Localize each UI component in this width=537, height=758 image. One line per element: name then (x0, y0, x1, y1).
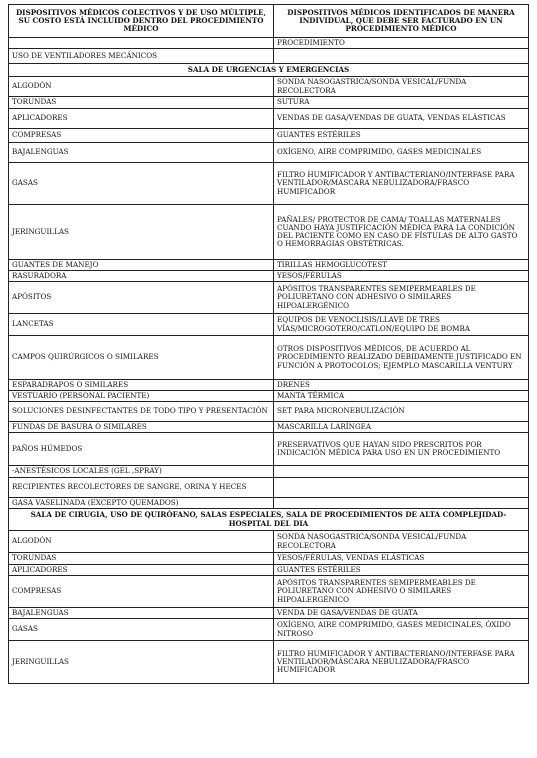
individual-device-cell: MANTA TÉRMICA (274, 391, 529, 402)
table-row (9, 282, 529, 314)
table-row (9, 565, 529, 576)
individual-device-cell: TIRILLAS HEMOGLUCOTEST (274, 260, 529, 271)
individual-device-cell (274, 49, 529, 64)
table-row (9, 163, 529, 205)
section-row (9, 64, 529, 77)
table-row (9, 97, 529, 109)
individual-device-cell: SET PARA MICRONEBULIZACIÓN (274, 402, 529, 422)
individual-device-cell: OTROS DISPOSITIVOS MÉDICOS, DE ACUERDO AL PROCEDIMIENTO REALIZADO DEBIDAMENTE JUSTIFICADO EN FUNCIÓN A PROTOCOLOS; EJEMPLO MASCARILLA VENTURY (274, 336, 529, 380)
table-row (9, 143, 529, 163)
table-row (9, 129, 529, 143)
individual-device-cell: FILTRO HUMIFICADOR Y ANTIBACTERIANO/INTERFASE PARA VENTILADOR/MÁSCARA NEBULIZADORA/FRASCO HUMIFICADOR (274, 163, 529, 205)
individual-device-cell: EQUIPOS DE VENOCLISIS/LLAVE DE TRES VÍAS/MICROGOTERO/CATLON/EQUIPO DE BOMBA (274, 314, 529, 336)
individual-device-cell: FILTRO HUMIFICADOR Y ANTIBACTERIANO/INTERFASE PARA VENTILADOR/MÁSCARA NEBULIZADORA/FRASCO HUMIFICADOR (274, 641, 529, 684)
collective-device-cell: VESTUARIO (PERSONAL PACIENTE) (9, 391, 274, 402)
table-row (9, 109, 529, 129)
table-row (9, 77, 529, 97)
header-left: DISPOSITIVOS MÉDICOS COLECTIVOS Y DE USO MÚLTIPLE, SU COSTO ESTÁ INCLUIDO DENTRO DEL PROCEDIMIENTO MÉDICO (9, 5, 274, 38)
section-title: SALA DE URGENCIAS Y EMERGENCIAS (9, 64, 529, 77)
table-row (9, 314, 529, 336)
collective-device-cell: JERINGUILLAS (9, 641, 274, 684)
individual-device-cell: GUANTES ESTÉRILES (274, 565, 529, 576)
collective-device-cell: SOLUCIONES DESINFECTANTES DE TODO TIPO Y PRESENTACIÓN (9, 402, 274, 422)
header-right: DISPOSITIVOS MÉDICOS IDENTIFICADOS DE MANERA INDIVIDUAL, QUE DEBE SER FACTURADO EN UN PROCEDIMIENTO MÉDICO (274, 5, 529, 38)
table-row (9, 553, 529, 565)
table-row (9, 466, 529, 478)
individual-device-cell: YESOS/FÉRULAS (274, 271, 529, 282)
table-row (9, 271, 529, 282)
section-row (9, 509, 529, 531)
individual-device-cell: OXÍGENO, AIRE COMPRIMIDO, GASES MEDICINALES (274, 143, 529, 163)
collective-device-cell (9, 38, 274, 49)
collective-device-cell: GASAS (9, 163, 274, 205)
table-row (9, 38, 529, 49)
collective-device-cell: JERINGUILLAS (9, 205, 274, 260)
collective-device-cell: CAMPOS QUIRÚRGICOS O SIMILARES (9, 336, 274, 380)
section-title: SALA DE CIRUGIA, USO DE QUIRÓFANO, SALAS ESPECIALES, SALA DE PROCEDIMIENTOS DE ALTA COMPLEJIDAD-HOSPITAL DEL DIA (9, 509, 529, 531)
table-row (9, 531, 529, 553)
individual-device-cell: APÓSITOS TRANSPARENTES SEMIPERMEABLES DE POLIURETANO CON ADHESIVO O SIMILARES HIPOALERGÉNICO (274, 576, 529, 608)
individual-device-cell: VENDAS DE GASA/VENDAS DE GUATA, VENDAS ELÁSTICAS (274, 109, 529, 129)
device-table (8, 4, 529, 684)
table-row (9, 498, 529, 509)
individual-device-cell: PROCEDIMIENTO (274, 38, 529, 49)
individual-device-cell: SONDA NASOGASTRICA/SONDA VESICAL/FUNDA RECOLECTORA (274, 77, 529, 97)
collective-device-cell: LANCETAS (9, 314, 274, 336)
individual-device-cell: PAÑALES/ PROTECTOR DE CAMA/ TOALLAS MATERNALES CUANDO HAYA JUSTIFICACIÓN MÉDICA PARA LA CONDICIÓN DEL PACIENTE COMO EN CASO DE FÍSTULAS DE ALTO GASTO O HEMORRAGIAS OBSTÉTRICAS. (274, 205, 529, 260)
collective-device-cell: -ANESTÉSICOS LOCALES (GEL ,SPRAY) (9, 466, 274, 478)
collective-device-cell: ALGODÓN (9, 531, 274, 553)
collective-device-cell: COMPRESAS (9, 576, 274, 608)
table-row (9, 478, 529, 498)
individual-device-cell: YESOS/FÉRULAS, VENDAS ELÁSTICAS (274, 553, 529, 565)
collective-device-cell: BAJALENGUAS (9, 143, 274, 163)
table-row (9, 402, 529, 422)
individual-device-cell: MASCARILLA LARÍNGEA (274, 422, 529, 433)
collective-device-cell: ESPARADRAPOS O SIMILARES (9, 380, 274, 391)
collective-device-cell: ALGODÓN (9, 77, 274, 97)
table-row (9, 205, 529, 260)
table-row (9, 422, 529, 433)
collective-device-cell: TORUNDAS (9, 97, 274, 109)
collective-device-cell: PAÑOS HÚMEDOS (9, 433, 274, 466)
individual-device-cell: OXÍGENO, AIRE COMPRIMIDO, GASES MEDICINALES, ÓXIDO NITROSO (274, 619, 529, 641)
collective-device-cell: RECIPIENTES RECOLECTORES DE SANGRE, ORINA Y HECES (9, 478, 274, 498)
table-row (9, 433, 529, 466)
individual-device-cell (274, 466, 529, 478)
collective-device-cell: GUANTES DE MANEJO (9, 260, 274, 271)
individual-device-cell: VENDA DE GASA/VENDAS DE GUATA (274, 608, 529, 619)
header-row (9, 5, 529, 38)
collective-device-cell: GASAS (9, 619, 274, 641)
individual-device-cell: GUANTES ESTÉRILES (274, 129, 529, 143)
table-row (9, 49, 529, 64)
collective-device-cell: APLICADORES (9, 109, 274, 129)
individual-device-cell (274, 498, 529, 509)
individual-device-cell: SONDA NASOGASTRICA/SONDA VESICAL/FUNDA RECOLECTORA (274, 531, 529, 553)
table-body (9, 38, 529, 684)
table-row (9, 391, 529, 402)
table-row (9, 336, 529, 380)
collective-device-cell: COMPRESAS (9, 129, 274, 143)
individual-device-cell: PRESERVATIVOS QUE HAYAN SIDO PRESCRITOS POR INDICACIÓN MÉDICA PARA USO EN UN PROCEDIMIENTO (274, 433, 529, 466)
table-row (9, 619, 529, 641)
collective-device-cell: APÓSITOS (9, 282, 274, 314)
individual-device-cell: SUTURA (274, 97, 529, 109)
collective-device-cell: USO DE VENTILADORES MECÁNICOS (9, 49, 274, 64)
collective-device-cell: RASURADORA (9, 271, 274, 282)
collective-device-cell: TORUNDAS (9, 553, 274, 565)
collective-device-cell: APLICADORES (9, 565, 274, 576)
individual-device-cell: APÓSITOS TRANSPARENTES SEMIPERMEABLES DE POLIURETANO CON ADHESIVO O SIMILARES HIPOALERGÉNICO (274, 282, 529, 314)
collective-device-cell: FUNDAS DE BASURA O SIMILARES (9, 422, 274, 433)
individual-device-cell (274, 478, 529, 498)
collective-device-cell: BAJALENGUAS (9, 608, 274, 619)
collective-device-cell: GASA VASELINADA (EXCEPTO QUEMADOS) (9, 498, 274, 509)
table-row (9, 608, 529, 619)
individual-device-cell: DRENES (274, 380, 529, 391)
table-row (9, 641, 529, 684)
table-row (9, 260, 529, 271)
table-row (9, 576, 529, 608)
table-row (9, 380, 529, 391)
